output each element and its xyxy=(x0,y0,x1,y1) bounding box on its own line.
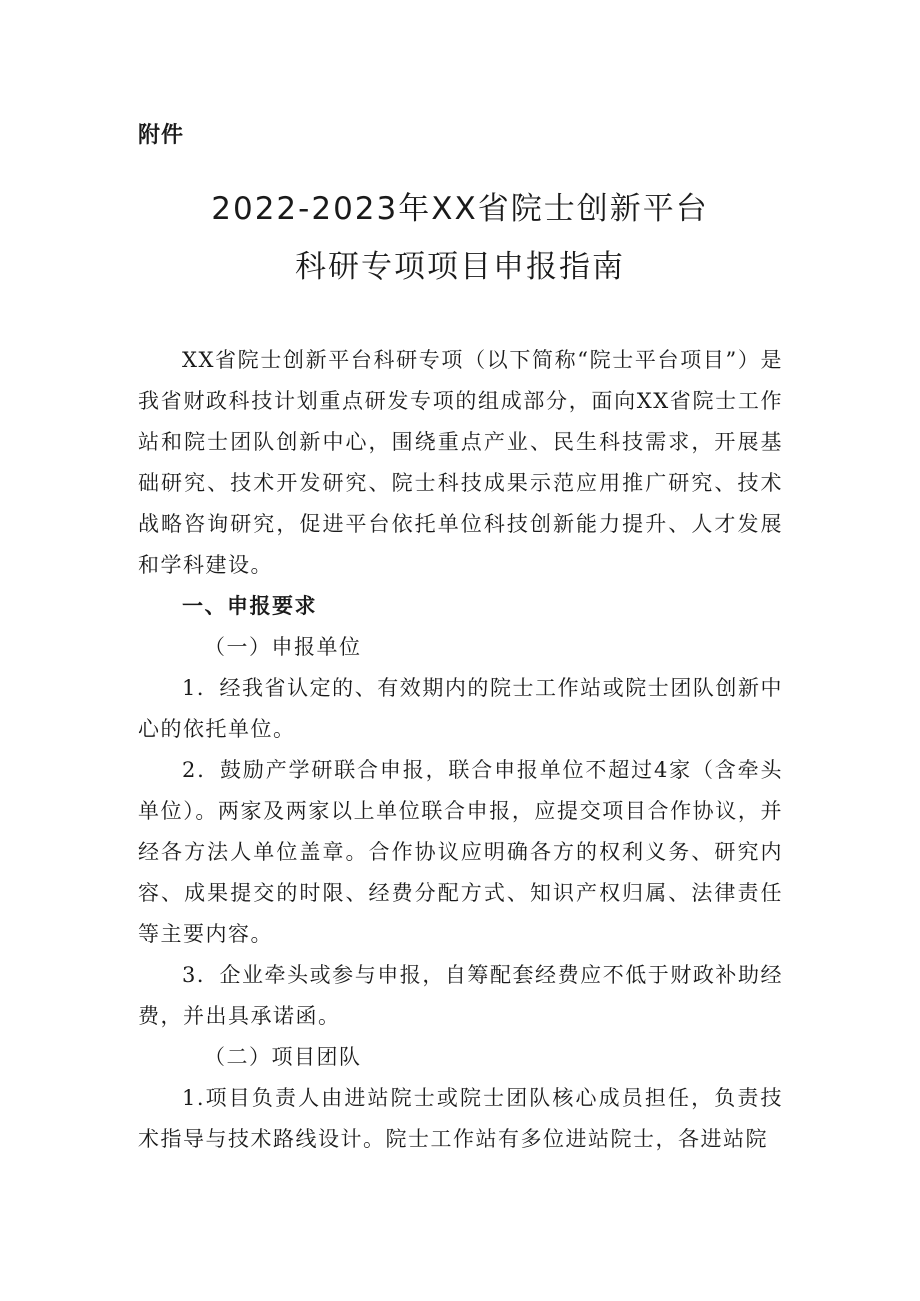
section-heading-requirements: 一、申报要求 xyxy=(182,594,317,618)
document-title-line-2: 科研专项项目申报指南 xyxy=(295,249,625,285)
list-item: 1．经我省认定的、有效期内的院士工作站或院士团队创新中心的依托单位。 xyxy=(138,676,783,741)
list-item: 3．企业牵头或参与申报，自筹配套经费应不低于财政补助经费，并出具承诺函。 xyxy=(138,963,783,1028)
intro-paragraph: XX省院士创新平台科研专项（以下简称“院士平台项目”）是我省财政科技计划重点研发专项的组成部分，面向XX省院士工作站和院士团队创新中心，围绕重点产业、民生科技需求，开展基础研究、技术开发研究、院士科技成果示范应用推广研究、技术战略咨询研究，促进平台依托单位科技创新能力提升、人才发展和学科建设。 xyxy=(138,348,783,577)
document-body xyxy=(138,340,783,1160)
attachment-label: 附件 xyxy=(138,123,185,148)
subsection-heading-applicant: （一）申报单位 xyxy=(204,635,362,659)
document-title-line-1: 2022-2023年XX省院士创新平台 xyxy=(211,191,709,227)
list-item: 2．鼓励产学研联合申报，联合申报单位不超过4家（含牵头单位）。两家及两家以上单位联合申报，应提交项目合作协议，并经各方法人单位盖章。合作协议应明确各方的权利义务、研究内容、成果提交的时限、经费分配方式、知识产权归属、法律责任等主要内容。 xyxy=(138,758,783,946)
subsection-heading-team: （二）项目团队 xyxy=(204,1045,362,1069)
list-item: 1.项目负责人由进站院士或院士团队核心成员担任，负责技术指导与技术路线设计。院士工作站有多位进站院士，各进站院 xyxy=(138,1086,783,1151)
